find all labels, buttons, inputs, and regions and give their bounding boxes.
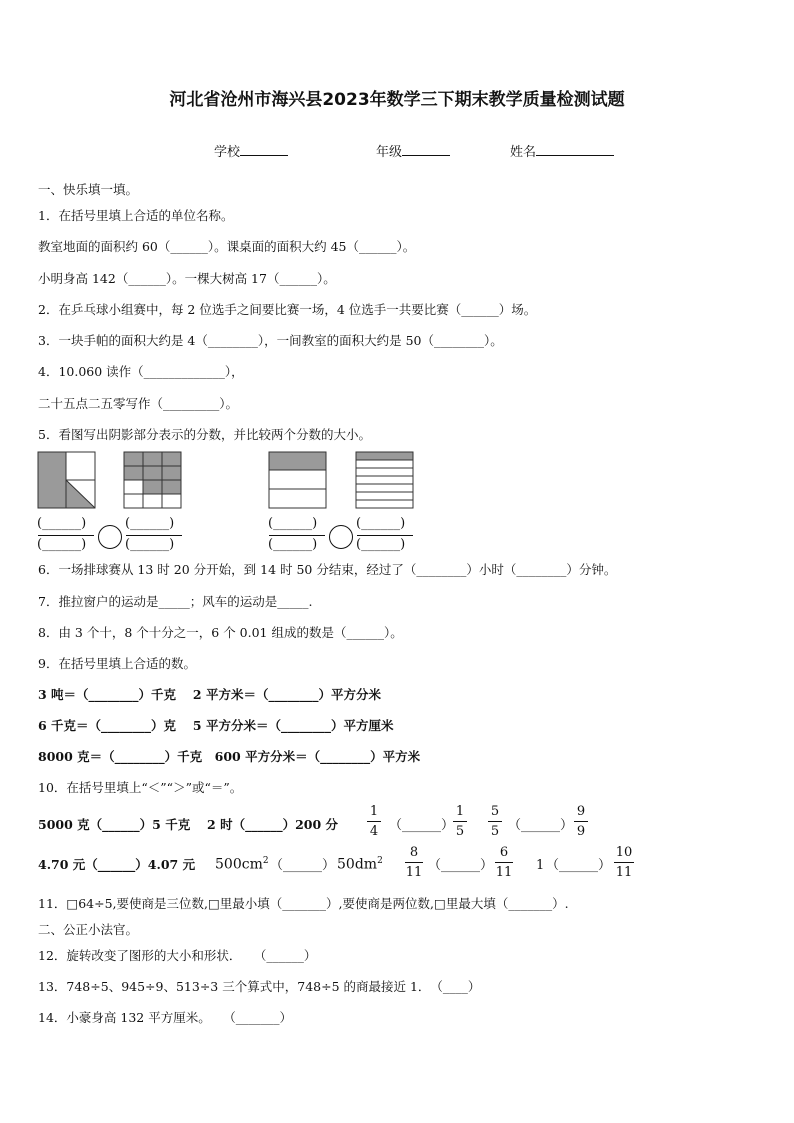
figure-grid-3x4 bbox=[123, 451, 183, 509]
question-8: 8．由 3 个十，8 个十分之一，6 个 0.01 组成的数是（______）。 bbox=[38, 625, 403, 640]
compare-circle[interactable] bbox=[97, 524, 123, 550]
compare-circle[interactable] bbox=[328, 524, 354, 550]
answer-blank[interactable]: (______) bbox=[37, 537, 87, 552]
answer-blank[interactable]: (______) bbox=[37, 516, 87, 531]
grade-label: 年级 bbox=[376, 145, 403, 160]
question-2: 2．在乒乓球小组赛中，每 2 位选手之间要比赛一场，4 位选手一共要比赛（______）场。 bbox=[38, 302, 537, 317]
fraction-bar bbox=[38, 535, 94, 536]
fraction-6-11: 6 11 bbox=[495, 845, 513, 880]
fraction-bar bbox=[269, 535, 325, 536]
question-1a: 教室地面的面积约 60（______）。课桌面的面积大约 45（______）。 bbox=[38, 239, 416, 254]
question-9a: 3 吨＝（________）千克 2 平方米＝（________）平方分米 bbox=[38, 687, 381, 702]
figure-square-quarters bbox=[37, 451, 97, 509]
section-1-heading: 一、快乐填一填。 bbox=[38, 182, 139, 197]
question-13: 13．748÷5、945÷9、513÷3 三个算式中，748÷5 的商最接近 1． （____） bbox=[38, 979, 481, 994]
question-6: 6．一场排球赛从 13 时 20 分开始，到 14 时 50 分结束，经过了（________）小时（________）分钟。 bbox=[38, 562, 617, 577]
answer-blank[interactable]: （______） bbox=[270, 858, 336, 873]
answer-blank[interactable]: （______） bbox=[428, 858, 494, 873]
area-500cm2: $500cm^2$ bbox=[215, 856, 269, 873]
section-2-heading: 二、公正小法官。 bbox=[38, 922, 139, 937]
question-9: 9．在括号里填上合适的数。 bbox=[38, 656, 196, 671]
fraction-10-11: 10 11 bbox=[615, 845, 633, 880]
page-title: 河北省沧州市海兴县2023年数学三下期末教学质量检测试题 bbox=[169, 90, 625, 110]
question-10b: 4.70 元（______）4.07 元 bbox=[38, 857, 196, 872]
answer-blank[interactable]: （______） bbox=[389, 818, 455, 833]
question-1b: 小明身高 142（______）。一棵大树高 17（______）。 bbox=[38, 271, 336, 286]
answer-blank[interactable]: (______) bbox=[268, 516, 318, 531]
question-4a: 4．10.060 读作（_____________）， bbox=[38, 364, 244, 379]
answer-blank[interactable]: (______) bbox=[356, 537, 406, 552]
fraction-1-5: 1 5 bbox=[453, 805, 467, 838]
fraction-9-9: 9 9 bbox=[574, 805, 588, 838]
answer-blank[interactable]: (______) bbox=[268, 537, 318, 552]
name-label: 姓名 bbox=[510, 145, 537, 160]
question-9b: 6 千克＝（________）克 5 平方分米＝（________）平方厘米 bbox=[38, 718, 394, 733]
fraction-5-5: 5 5 bbox=[488, 805, 502, 838]
grade-field[interactable] bbox=[376, 143, 450, 159]
fraction-8-11: 8 11 bbox=[405, 845, 423, 880]
question-10a: 5000 克（______）5 千克 2 时（______）200 分 bbox=[38, 817, 339, 832]
question-14: 14．小豪身高 132 平方厘米。 （_______） bbox=[38, 1010, 292, 1025]
answer-blank[interactable]: (______) bbox=[356, 516, 406, 531]
question-1: 1．在括号里填上合适的单位名称。 bbox=[38, 208, 234, 223]
fraction-bar bbox=[126, 535, 182, 536]
question-3: 3．一块手帕的面积大约是 4（________），一间教室的面积大约是 50（________）。 bbox=[38, 333, 503, 348]
question-7: 7．推拉窗户的运动是_____；风车的运动是_____. bbox=[38, 594, 313, 609]
answer-blank[interactable]: （______） bbox=[546, 858, 612, 873]
answer-blank[interactable]: (______) bbox=[125, 537, 175, 552]
question-9c: 8000 克＝（________）千克 600 平方分米＝（________）平方米 bbox=[38, 749, 421, 764]
fraction-bar bbox=[357, 535, 413, 536]
question-5: 5．看图写出阴影部分表示的分数，并比较两个分数的大小。 bbox=[38, 427, 371, 442]
whole-number-1: 1 bbox=[536, 858, 545, 873]
figure-strips-7 bbox=[355, 451, 415, 509]
school-label: 学校 bbox=[214, 145, 241, 160]
question-12: 12．旋转改变了图形的大小和形状． （______） bbox=[38, 948, 317, 963]
question-4b: 二十五点二五零写作（_________）。 bbox=[38, 396, 239, 411]
question-10: 10．在括号里填上“＜”“＞”或“＝”。 bbox=[38, 780, 243, 795]
fraction-1-4: 1 4 bbox=[367, 805, 381, 838]
school-field[interactable] bbox=[214, 143, 288, 159]
name-field[interactable] bbox=[510, 143, 614, 159]
answer-blank[interactable]: (______) bbox=[125, 516, 175, 531]
figure-strips-3 bbox=[268, 451, 328, 509]
answer-blank[interactable]: （______） bbox=[508, 818, 574, 833]
question-11: 11．□64÷5,要使商是三位数,□里最小填（_______）,要使商是两位数,□里最大填（_______）. bbox=[38, 896, 569, 911]
area-50dm2: $50dm^2$ bbox=[337, 856, 383, 873]
